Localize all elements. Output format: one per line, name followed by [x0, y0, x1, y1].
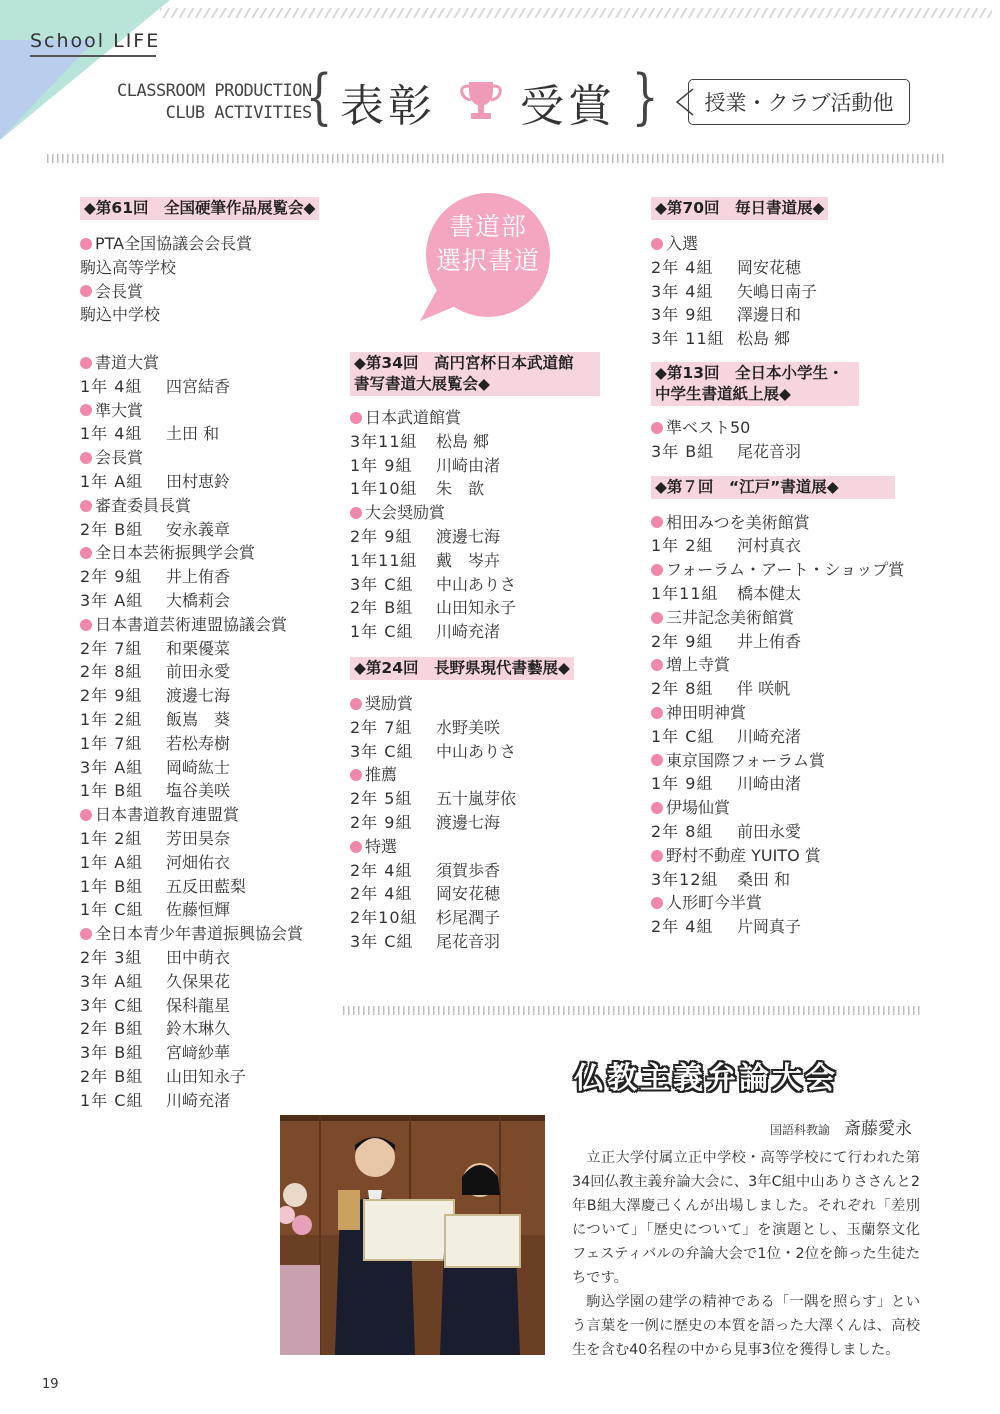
student-name: 岡安花穂: [436, 884, 501, 904]
bullet-dot: [651, 897, 663, 909]
student-entry: [80, 684, 340, 708]
student-name: 片岡真子: [737, 917, 802, 937]
student-name: 宮﨑紗華: [166, 1043, 231, 1063]
student-entry: [350, 573, 610, 597]
student-entry: [80, 565, 340, 589]
right-brace: }: [631, 62, 659, 132]
student-class: 1年11組: [350, 550, 418, 570]
award-name: 神田明神賞: [651, 701, 951, 725]
bullet-dot: [80, 357, 92, 369]
student-class: 3年11組: [350, 431, 418, 451]
article-paragraph: 立正大学付属立正中学校・高等学校にて行われた第34回仏教主義弁論大会に、3年C組中山ありささんと2年B組大澤慶己くんが出場しました。それぞれ「差別について」「歴史について」を演題とし、玉蘭祭文化フェスティバルの弁論大会で1位・2位を飾った生徒たちです。: [572, 1150, 920, 1286]
student-class: 2年 4組: [350, 884, 413, 904]
author-line: [770, 1114, 912, 1139]
bullet-dot: [350, 507, 362, 519]
student-class: 1年 7組: [80, 733, 143, 753]
award-list: [350, 692, 610, 954]
student-class: 2年 9組: [350, 812, 413, 832]
contest-title: ◆第61回 全国硬筆作品展覧会◆: [80, 197, 319, 220]
student-class: 1年 C組: [80, 1090, 144, 1110]
club-name: 書道部: [448, 212, 527, 241]
student-entry: [80, 946, 340, 970]
student-entry: [350, 525, 610, 549]
student-class: 2年 B組: [80, 519, 144, 539]
student-class: 2年 B組: [80, 1066, 144, 1086]
student-class: 3年 C組: [80, 995, 144, 1015]
student-entry: [350, 740, 610, 764]
student-name: 佐藤恒輝: [166, 900, 231, 920]
award-list: [80, 351, 340, 1113]
author-name: 斎藤愛永: [844, 1119, 913, 1139]
student-name: 井上侑香: [166, 567, 231, 587]
student-name: 川崎充渚: [166, 1090, 231, 1110]
student-name: 鈴木琳久: [166, 1019, 231, 1039]
student-name: 桑田 和: [737, 869, 791, 889]
student-name: 渡邊七海: [436, 526, 501, 546]
student-entry: [651, 280, 951, 304]
student-entry: [80, 875, 340, 899]
bullet-dot: [80, 404, 92, 416]
student-entry: [350, 882, 610, 906]
student-name: 川崎充渚: [436, 622, 501, 642]
student-class: 3年 C組: [350, 574, 414, 594]
award-name: 日本書道芸術連盟協議会賞: [80, 613, 340, 637]
club-name-sub: 選択書道: [435, 246, 540, 275]
student-name: 川崎由渚: [436, 455, 501, 475]
student-entry: [350, 859, 610, 883]
student-class: 2年 8組: [651, 821, 714, 841]
student-entry: [651, 440, 951, 464]
award-name: 特選: [350, 835, 610, 859]
column-1: [80, 196, 340, 1112]
student-class: 3年 B組: [80, 1043, 144, 1063]
student-entry: [350, 477, 610, 501]
contest-title: ◆第24回 長野県現代書藝展◆: [350, 657, 574, 680]
student-entry: [651, 820, 951, 844]
student-class: 1年 4組: [80, 424, 143, 444]
bullet-dot: [80, 619, 92, 631]
student-name: 五反田藍梨: [166, 876, 247, 896]
contest-title: ◆第34回 高円宮杯日本武道館 書写書道大展覧会◆: [350, 352, 600, 396]
student-entry: [350, 787, 610, 811]
student-entry: [80, 422, 340, 446]
student-entry: [80, 827, 340, 851]
student-class: 2年 7組: [350, 717, 413, 737]
student-name: 河畑佑衣: [166, 852, 231, 872]
student-class: 2年 4組: [651, 917, 714, 937]
bullet-dot: [80, 452, 92, 464]
student-name: 安永義章: [166, 519, 231, 539]
student-entry: [80, 851, 340, 875]
student-name: 橋本健太: [737, 583, 802, 603]
student-name: 伴 咲帆: [737, 679, 791, 699]
bullet-dot: [651, 422, 663, 434]
student-entry: [350, 811, 610, 835]
award-name: 人形町今半賞: [651, 891, 951, 915]
student-class: 2年 9組: [651, 631, 714, 651]
award-name: 大会奨励賞: [350, 501, 610, 525]
award-name: 全日本芸術振興学会賞: [80, 541, 340, 565]
student-entry: [651, 303, 951, 327]
student-class: 2年 3組: [80, 947, 143, 967]
bullet-dot: [350, 769, 362, 781]
speech-contest-photo: [280, 1115, 545, 1355]
award-list: [350, 406, 610, 644]
divider-hatch-top: [47, 154, 947, 163]
award-name: 日本書道教育連盟賞: [80, 803, 340, 827]
student-entry: [80, 898, 340, 922]
contest-title: ◆第70回 毎日書道展◆: [651, 197, 828, 220]
student-name: 若松寿樹: [166, 733, 231, 753]
speech-contest-title: 仏教主義弁論大会: [574, 1061, 838, 1096]
award-name: 準大賞: [80, 399, 340, 423]
left-brace: {: [305, 62, 333, 132]
award-name: 増上寺賞: [651, 653, 951, 677]
bullet-dot: [651, 802, 663, 814]
award-name: 審査委員長賞: [80, 494, 340, 518]
student-name: 川崎充渚: [737, 726, 802, 746]
student-entry: [80, 1089, 340, 1113]
student-class: 1年 A組: [80, 471, 144, 491]
student-entry: [350, 930, 610, 954]
student-name: 飯嶌 葵: [166, 709, 231, 729]
student-class: 1年 2組: [80, 709, 143, 729]
divider-hatch-bottom: [343, 1006, 923, 1015]
student-class: 2年 8組: [651, 679, 714, 699]
student-name: 戴 岑卉: [436, 550, 501, 570]
column-3: [651, 196, 951, 939]
student-entry: [80, 970, 340, 994]
category-line-1: CLASSROOM PRODUCTION: [117, 81, 312, 101]
student-name: 渡邊七海: [166, 686, 231, 706]
student-name: 五十嵐芽依: [436, 789, 517, 809]
student-entry: [651, 915, 951, 939]
student-class: 3年 A組: [80, 757, 144, 777]
award-name: 入選: [651, 232, 951, 256]
bullet-dot: [80, 285, 92, 297]
student-name: 朱 歆: [436, 479, 485, 499]
student-class: 3年 A組: [80, 590, 144, 610]
student-name: 塩谷美咲: [166, 781, 231, 801]
student-name: 須賀歩香: [436, 860, 501, 880]
category-line-2: CLUB ACTIVITIES: [165, 103, 312, 123]
student-entry: [651, 534, 951, 558]
student-class: 3年 4組: [651, 281, 714, 301]
student-class: 2年 5組: [350, 789, 413, 809]
student-entry: [80, 732, 340, 756]
award-name: フォーラム・アート・ショップ賞: [651, 558, 951, 582]
student-name: 澤邊日和: [737, 305, 802, 325]
section-label: School LIFE: [30, 30, 161, 52]
student-entry: [80, 1041, 340, 1065]
student-name: 田村恵鈴: [166, 471, 231, 491]
student-class: 3年 C組: [350, 931, 414, 951]
student-entry: [651, 677, 951, 701]
subtitle-box: 授業・クラブ活動他: [688, 79, 910, 125]
award-name: PTA全国協議会会長賞: [80, 232, 340, 256]
bullet-dot: [350, 412, 362, 424]
student-entry: [80, 1017, 340, 1041]
student-entry: [80, 708, 340, 732]
student-class: 1年 C組: [651, 726, 715, 746]
award-name: 書道大賞: [80, 351, 340, 375]
student-name: 渡邊七海: [436, 812, 501, 832]
student-name: 岡崎紘士: [166, 757, 231, 777]
award-name: 会長賞: [80, 446, 340, 470]
section-underline: [30, 55, 156, 57]
student-class: 1年11組: [651, 583, 719, 603]
student-entry: [80, 994, 340, 1018]
student-class: 1年 4組: [80, 376, 143, 396]
award-name: 三井記念美術館賞: [651, 606, 951, 630]
award-name: 東京国際フォーラム賞: [651, 749, 951, 773]
student-entry: [80, 1065, 340, 1089]
student-entry: [651, 868, 951, 892]
student-name: 河村真衣: [737, 536, 802, 556]
page-number: 19: [42, 1377, 59, 1392]
student-name: 矢嶋日南子: [737, 281, 818, 301]
student-entry: [651, 630, 951, 654]
student-entry: [350, 620, 610, 644]
award-recipient: 駒込高等学校: [80, 257, 177, 277]
bullet-dot: [651, 754, 663, 766]
student-class: 2年 B組: [350, 598, 414, 618]
student-name: 芳田昊奈: [166, 828, 231, 848]
student-name: 和栗優菜: [166, 638, 231, 658]
bullet-dot: [651, 659, 663, 671]
student-entry: [350, 906, 610, 930]
student-entry: [350, 430, 610, 454]
student-name: 水野美咲: [436, 717, 501, 737]
student-class: 2年 9組: [80, 567, 143, 587]
student-name: 山田知永子: [436, 598, 517, 618]
student-entry: [651, 582, 951, 606]
student-entry: [350, 596, 610, 620]
student-entry: [80, 637, 340, 661]
student-class: 1年 9組: [350, 455, 413, 475]
student-class: 2年 8組: [80, 662, 143, 682]
bullet-dot: [80, 500, 92, 512]
student-class: 2年 4組: [651, 257, 714, 277]
student-name: 川崎由渚: [737, 774, 802, 794]
student-entry: [651, 725, 951, 749]
student-name: 岡安花穂: [737, 257, 802, 277]
student-name: 山田知永子: [166, 1066, 247, 1086]
award-list: [651, 416, 951, 464]
student-class: 3年12組: [651, 869, 719, 889]
student-class: 1年 2組: [651, 536, 714, 556]
student-class: 2年 B組: [80, 1019, 144, 1039]
student-class: 3年 A組: [80, 971, 144, 991]
club-bubble-text: [418, 210, 558, 278]
student-entry: [80, 779, 340, 803]
student-class: 1年 A組: [80, 852, 144, 872]
student-name: 松島 郷: [436, 431, 490, 451]
award-list: [651, 232, 951, 351]
student-entry: [651, 327, 951, 351]
trophy-icon: [458, 78, 504, 124]
student-class: 1年 B組: [80, 876, 144, 896]
student-name: 井上侑香: [737, 631, 802, 651]
title-award: 表彰: [340, 81, 436, 132]
bullet-dot: [651, 850, 663, 862]
student-class: 2年10組: [350, 908, 418, 928]
student-name: 前田永愛: [166, 662, 231, 682]
bullet-dot: [350, 698, 362, 710]
column-2: [350, 352, 610, 954]
student-class: 2年 9組: [350, 526, 413, 546]
student-entry: [350, 716, 610, 740]
title-prize: 受賞: [520, 81, 616, 132]
student-entry: [80, 470, 340, 494]
student-name: 田中萌衣: [166, 947, 231, 967]
student-entry: [350, 454, 610, 478]
bullet-dot: [80, 547, 92, 559]
student-name: 中山ありさ: [436, 574, 517, 594]
bullet-dot: [80, 238, 92, 250]
student-entry: [80, 375, 340, 399]
student-entry: [80, 518, 340, 542]
student-class: 2年 7組: [80, 638, 143, 658]
student-class: 1年 2組: [80, 828, 143, 848]
student-class: 3年 C組: [350, 741, 414, 761]
student-class: 1年10組: [350, 479, 418, 499]
student-class: 1年 C組: [350, 622, 414, 642]
student-name: 保科龍星: [166, 995, 231, 1015]
student-class: 3年 B組: [651, 441, 715, 461]
student-class: 1年 B組: [80, 781, 144, 801]
award-list: [651, 511, 951, 939]
student-entry: [651, 256, 951, 280]
student-entry: [350, 549, 610, 573]
student-class: 2年 9組: [80, 686, 143, 706]
student-class: 1年 C組: [80, 900, 144, 920]
student-class: 2年 4組: [350, 860, 413, 880]
bullet-dot: [651, 516, 663, 528]
student-name: 杉尾潤子: [436, 908, 501, 928]
top-hatch-band: [160, 8, 992, 18]
award-recipient: 駒込中学校: [80, 305, 161, 325]
student-entry: [80, 756, 340, 780]
contest-title: ◆第13回 全日本小学生・ 中学生書道紙上展◆: [651, 362, 859, 406]
contest-title: ◆第７回 “江戸”書道展◆: [651, 476, 895, 499]
bullet-dot: [651, 707, 663, 719]
student-entry: [651, 772, 951, 796]
bullet-dot: [350, 841, 362, 853]
bullet-dot: [80, 809, 92, 821]
bullet-dot: [80, 928, 92, 940]
student-name: 四宮結香: [166, 376, 231, 396]
student-entry: [80, 589, 340, 613]
award-name: 会長賞: [80, 280, 340, 304]
award-name: 全日本青少年書道振興協会賞: [80, 922, 340, 946]
award-name: 野村不動産 YUITO 賞: [651, 844, 951, 868]
speech-article: [572, 1146, 920, 1362]
award-name: 相田みつを美術館賞: [651, 511, 951, 535]
student-name: 久保果花: [166, 971, 231, 991]
student-class: 1年 9組: [651, 774, 714, 794]
student-name: 土田 和: [166, 424, 220, 444]
student-name: 松島 郷: [737, 329, 791, 349]
author-role: 国語科教諭: [770, 1123, 831, 1137]
bullet-dot: [651, 612, 663, 624]
award-name: 奨励賞: [350, 692, 610, 716]
bullet-dot: [651, 564, 663, 576]
bullet-dot: [651, 238, 663, 250]
category-label: [117, 80, 312, 124]
student-name: 尾花音羽: [436, 931, 501, 951]
student-name: 大橋莉会: [166, 590, 231, 610]
award-name: 準ベスト50: [651, 416, 951, 440]
student-class: 3年 9組: [651, 305, 714, 325]
award-name: 推薦: [350, 763, 610, 787]
article-paragraph: 駒込学園の建学の精神である「一隅を照らす」という言葉を一例に歴史の本質を語った大澤くんは、高校生を含む40名程の中から見事3位を獲得しました。: [572, 1294, 920, 1358]
student-name: 中山ありさ: [436, 741, 517, 761]
award-name: 日本武道館賞: [350, 406, 610, 430]
student-name: 尾花音羽: [737, 441, 802, 461]
student-class: 3年 11組: [651, 329, 725, 349]
student-entry: [80, 660, 340, 684]
student-name: 前田永愛: [737, 821, 802, 841]
award-name: 伊場仙賞: [651, 796, 951, 820]
